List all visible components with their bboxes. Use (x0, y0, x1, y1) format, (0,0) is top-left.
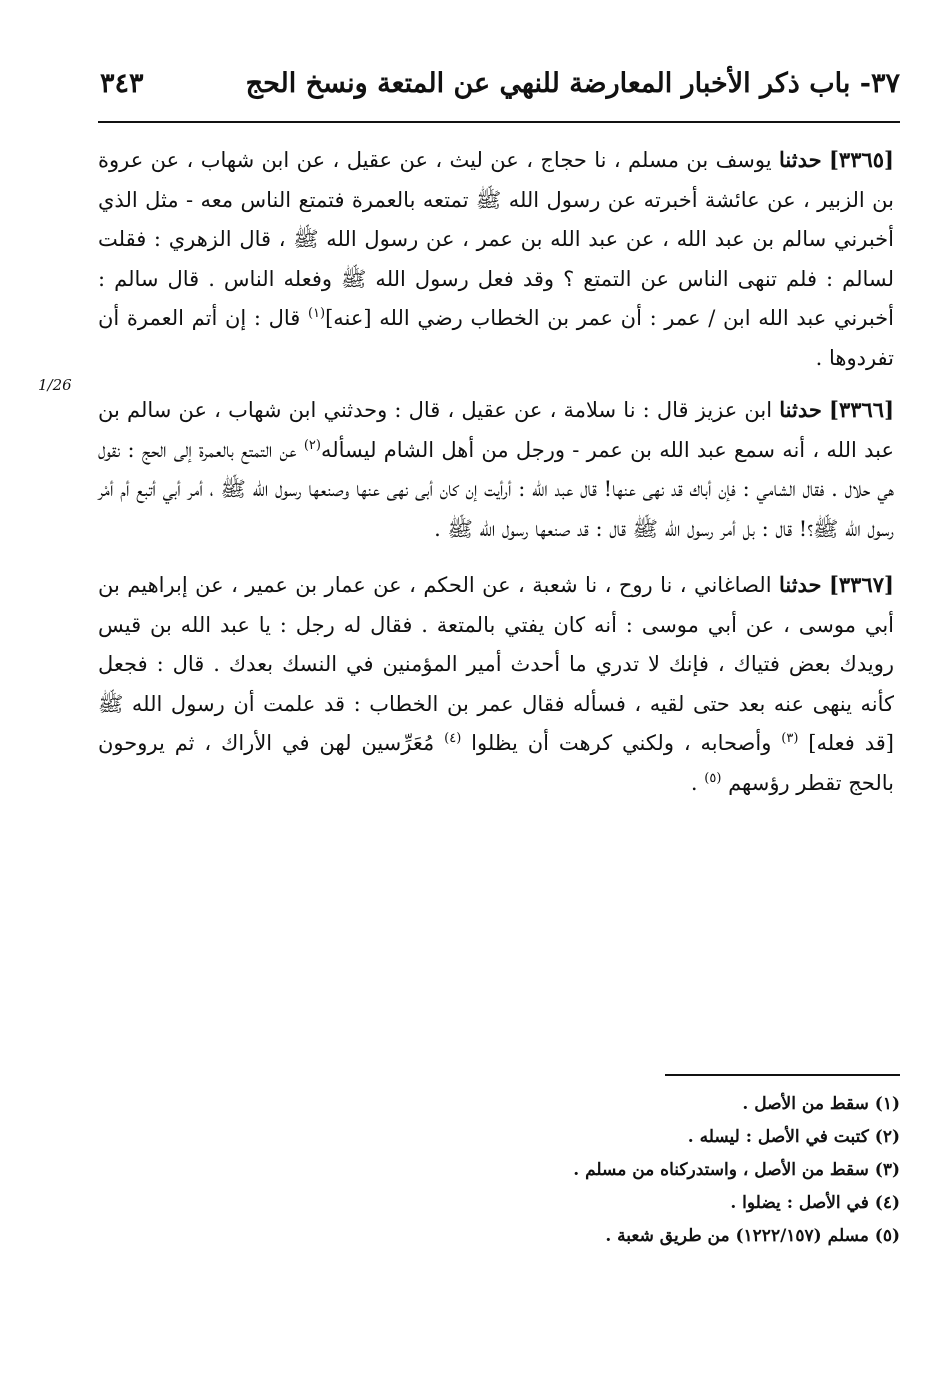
footnote-marker: (٥) (704, 770, 722, 786)
hadith-lead: حدثنا (779, 147, 822, 172)
hadith-text-tail: عن التمتع بالعمرة إلى الحج : نقول هي حلال . فقال الشامي : فإن أباك قد نهى عنها! قال عبد الله : أرأيت إن كان أبى نهى عنها وصنعها رسول الله ﷺ ، أمر أبي أتبع أم أمْر رسول الله ﷺ؟! قال : بل أمر رسول الله ﷺ قال : قد صنعها رسول الله ﷺ . (98, 437, 894, 541)
chapter-title: ٣٧- باب ذكر الأخبار المعارضة للنهي عن المتعة ونسخ الحج (245, 67, 900, 99)
hadith-text: الصاغاني ، نا روح ، نا شعبة ، عن الحكم ، عن عمار بن عمير ، عن إبراهيم بن أبي موسى ، عن أبي موسى : أنه كان يفتي بالمتعة . فقال له رجل : يا عبد الله بن قيس رويدك بعض فتياك ، فإنك لا تدري ما أحدث أمير المؤمنين في النسك بعدك . قال : فجعل كأنه ينهى عنه بعد حتى لقيه ، فسأله فقال عمر بن الخطاب : قد علمت أن رسول الله ﷺ [قد فعله] (98, 573, 894, 755)
hadith-number: [٣٣٦٧] (828, 572, 894, 597)
hadith-paragraph (98, 565, 894, 803)
hadith-text-tail: قال : إن أتم العمرة أن تفردوها . (98, 306, 894, 370)
footnote: (١) سقط من الأصل . (742, 1094, 900, 1114)
hadith-lead: حدثنا (779, 397, 822, 422)
footnote-marker: (١) (307, 306, 326, 321)
hadith-number: [٣٣٦٥] (828, 147, 894, 172)
footnotes (300, 1088, 900, 1253)
hadith-number: [٣٣٦٦] (829, 397, 894, 422)
footnote: (٥) مسلم (١٢٢٢/١٥٧) من طريق شعبة . (605, 1226, 900, 1246)
hadith-text: ابن عزيز قال : نا سلامة ، عن عقيل ، قال : وحدثني ابن شهاب ، عن سالم بن عبد الله ، أنه سمع عبد الله بن عمر - ورجل من أهل الشام ليسأله (98, 398, 894, 462)
hadith-text-end: . (690, 770, 698, 795)
hadith-text-tail: وأصحابه ، ولكني كرهت أن يظلوا (471, 731, 772, 755)
header-rule (98, 121, 900, 123)
hadith-paragraph (98, 140, 894, 378)
manuscript-folio-note: 1/26 (38, 376, 72, 394)
footnote: (٤) في الأصل : يضلوا . (730, 1193, 900, 1213)
hadith-text-tail: مُعَرِّسين لهن في الأراك ، ثم يروحون بالحج تقطر رؤسهم (98, 731, 894, 795)
main-text (98, 140, 894, 813)
footnote-marker: (٤) (444, 731, 462, 746)
footnote: (٢) كتبت في الأصل : ليسله . (687, 1127, 900, 1147)
footnote-marker: (٣) (781, 731, 799, 746)
running-header (100, 58, 900, 108)
footnote-rule (665, 1074, 900, 1076)
hadith-lead: حدثنا (778, 572, 822, 597)
hadith-paragraph (98, 390, 894, 549)
footnote: (٣) سقط من الأصل ، واستدركناه من مسلم . (573, 1160, 900, 1180)
hadith-text: يوسف بن مسلم ، نا حجاج ، عن ليث ، عن عقيل ، عن ابن شهاب ، عن عروة بن الزبير ، عن عائشة أخبرته عن رسول الله ﷺ تمتعه بالعمرة فتمتع الناس معه - مثل الذي أخبرني سالم بن عبد الله ، عن عبد الله بن عمر ، عن رسول الله ﷺ ، قال الزهري : فقلت لسالم : فلم تنهى الناس عن التمتع ؟ وقد فعل رسول الله ﷺ وفعله الناس . قال سالم : أخبرني عبد الله ابن / عمر : أن عمر بن الخطاب رضي الله [عنه] (98, 148, 894, 330)
page-number: ٣٤٣ (100, 67, 144, 99)
footnote-marker: (٢) (303, 437, 321, 453)
